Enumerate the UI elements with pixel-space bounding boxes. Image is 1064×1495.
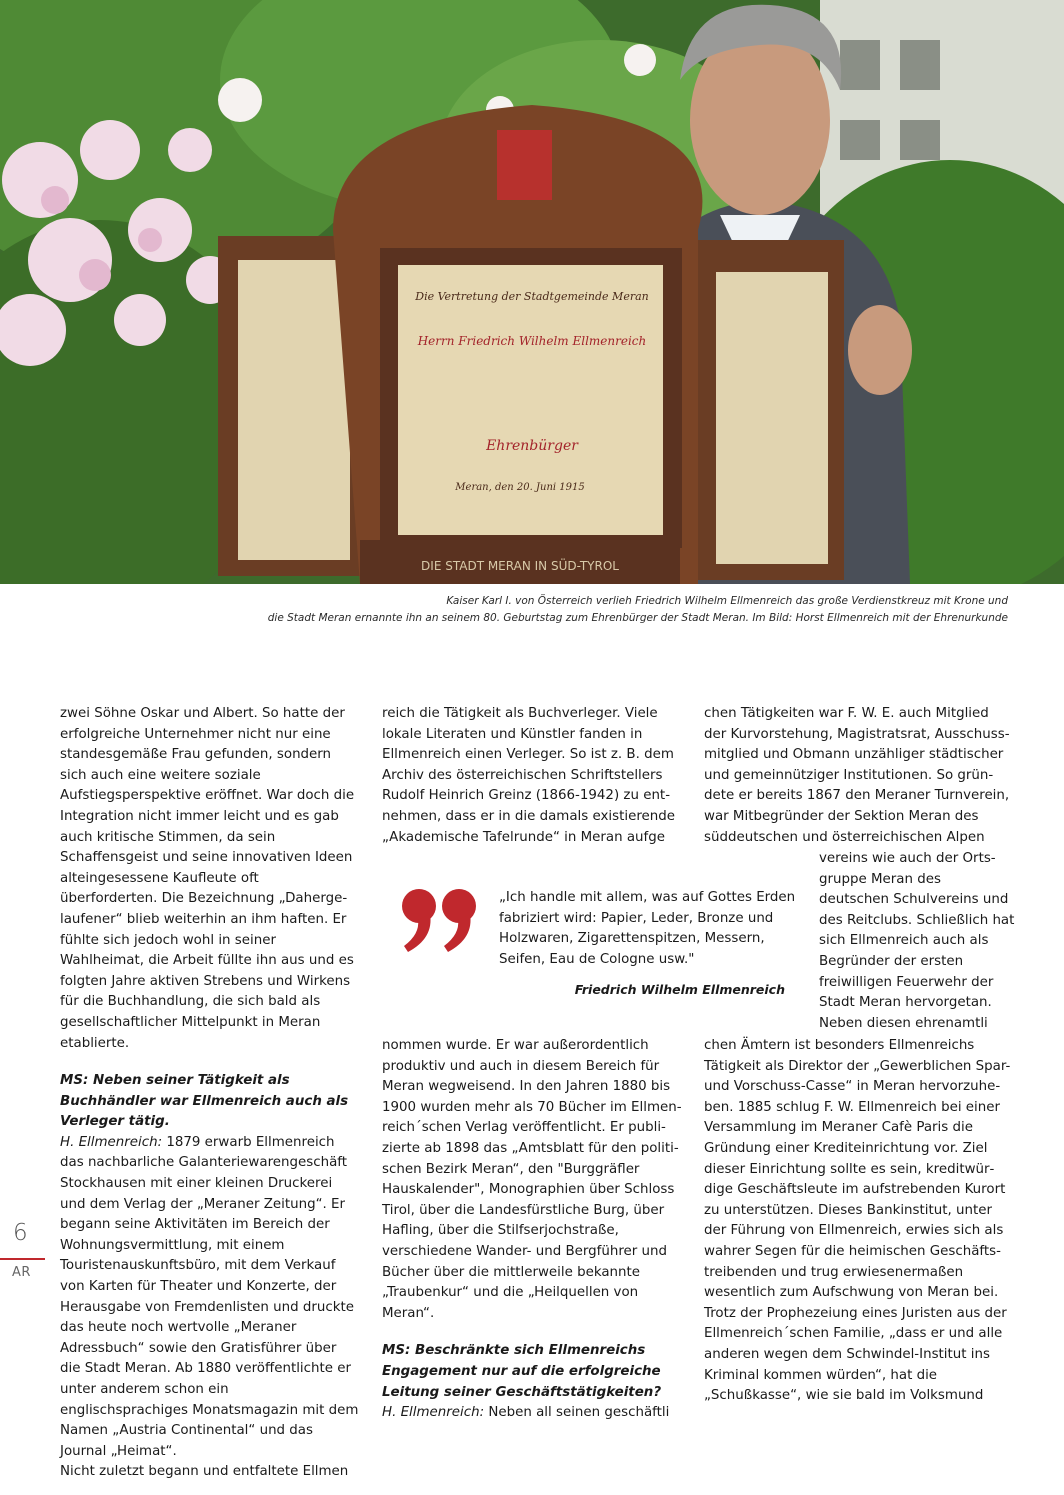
pull-quote-text: „Ich handle mit allem, was auf Gottes Erden fabriziert wird: Papier, Leder, Bronze und Holzwaren, Zigarettenspitzen, Messern, Seifen, Eau de Cologne usw.": [499, 890, 796, 967]
text-column-3-bottom: [704, 1036, 1014, 1407]
plaque-name: Herrn Friedrich Wilhelm Ellmenreich: [417, 334, 647, 348]
text-column-1: [60, 704, 360, 1483]
interview-question: MS: Neben seiner Tätigkeit als Buchhändler war Ellmenreich auch als Verleger tätig.: [60, 1073, 349, 1130]
paragraph: zwei Söhne Oskar und Albert. So hatte der erfolgreiche Unternehmer nicht nur eine standesgemäße Frau gefunden, sondern sich auch eine weitere soziale Aufstiegsperspektive eröffnet. War doch die Integration nicht immer leicht und es gab auch kritische Stimmen, da sein Schaffensgeist und seine innovativen Ideen alteingesessene Kaufleute oft überforderten. Die Bezeichnung „Dahergelaufener“ blieb weiterhin an ihm haften. Er fühlte sich jedoch wohl in seiner Wahlheimat, die Arbeit füllte ihn aus und es folgten Jahre aktiven Strebens und Wirkens für die Buchhandlung, die sich bald als gesellschaftlicher Mittelpunkt in Meran etablierte.: [60, 706, 355, 1051]
page-mark: AR: [12, 1265, 31, 1280]
interview-answer: [60, 1133, 360, 1463]
interview-question: MS: Beschränkte sich Ellmenreichs Engagement nur auf die erfolgreiche Leitung seiner Geschäftstätigkeiten?: [382, 1343, 662, 1400]
quote-mark-icon: [400, 886, 480, 956]
paragraph: reich die Tätigkeit als Buchverleger. Viele lokale Literaten und Künstler fanden in Ellmenreich einen Verleger. So ist z. B. dem Archiv des österreichischen Schriftstellers Rudolf Heinrich Greinz (1866-1942) zu entnehmen, dass er in die damals existierende „Akademische Tafelrunde“ in Meran aufge: [382, 706, 676, 845]
photo-illustration: [0, 0, 1064, 584]
text-column-3-top: [704, 704, 1014, 848]
plaque-date: Meran, den 20. Juni 1915: [455, 482, 585, 493]
answer-text: 1879 erwarb Ellmenreich das nachbarliche Galanteriewarengeschäft Stockhausen mit einer kleinen Druckerei und dem Verlag der „Meraner Zeitung“. Er begann seine Aktivitäten im Bereich der Wohnungsvermittlung, mit einem Touristenauskunftsbüro, mit dem Verkauf von Karten für Theater und Konzerte, der Herausgabe von Fremdenlisten und druckte das heute noch wertvolle „Meraner Adressbuch“ sowie den Gratisführer über die Stadt Meran. Ab 1880 veröffentlichte er unter anderem schon ein englischsprachiges Monatsmagazin mit dem Namen „Austria Continental“ und das Journal „Heimat“.: [60, 1134, 359, 1459]
page-number: 6: [13, 1220, 28, 1246]
caption-line: die Stadt Meran ernannte ihn an seinem 80. Geburtstag zum Ehrenbürger der Stadt Meran. Im Bild: Horst Ellmenreich mit der Ehrenurkunde: [267, 612, 1008, 624]
paragraph: Nicht zuletzt begann und entfaltete Ellmen: [60, 1464, 349, 1480]
speaker-label: H. Ellmenreich:: [382, 1405, 485, 1421]
plaque-stand-text: DIE STADT MERAN IN SÜD-TYROL: [421, 559, 619, 573]
paragraph: nommen wurde. Er war außerordentlich produktiv und auch in diesem Bereich für Meran wegweisend. In den Jahren 1880 bis 1900 wurden mehr als 70 Bücher im Ellmenreich´schen Verlag veröffentlicht. Er publizierte ab 1898 das „Amtsblatt für den politischen Bezirk Meran“, den "Burggräfler Hauskalender", Monographien über Schloss Tirol, über die Landesfürstliche Burg, über Hafling, über die Stilfserjochstraße, verschiedene Wander- und Bergführer und Bücher über die mittlerweile bekannte „Traubenkur“ und die „Heilquellen von Meran“.: [382, 1038, 682, 1321]
photo: [0, 0, 1064, 584]
paragraph: vereins wie auch der Ortsgruppe Meran des deutschen Schulvereins und des Reitclubs. Schließlich hat sich Ellmenreich auch als Begründer der ersten freiwilligen Feuerwehr der Stadt Meran hervorgetan. Neben diesen ehrenamtli: [819, 851, 1015, 1031]
photo-caption: [108, 593, 1008, 627]
pull-quote-author: Friedrich Wilhelm Ellmenreich: [574, 982, 785, 997]
plaque-heading: Die Vertretung der Stadtgemeinde Meran: [415, 290, 649, 303]
plaque-title: Ehrenbürger: [486, 438, 578, 454]
text-column-2-bottom: [382, 1036, 682, 1424]
paragraph: chen Ämtern ist besonders Ellmenreichs Tätigkeit als Direktor der „Gewerblichen Spar- und Vorschuss-Casse“ in Meran hervorzuheben. 1885 schlug F. W. Ellmenreich bei einer Versammlung im Meraner Cafè Paris die Gründung einer Krediteinrichtung vor. Ziel dieser Einrichtung sollte es sein, kreditwürdige Geschäftsleute im aufstrebenden Kurort zu unterstützen. Dieses Bankinstitut, unter der Führung von Ellmenreich, erwies sich als wahrer Segen für die heimischen Geschäftstreibenden und trug erwiesenermaßen wesentlich zum Aufschwung von Meran bei. Trotz der Prophezeiung eines Juristen aus der Ellmenreich´schen Familie, „dass er und alle anderen wegen dem Schwindel-Institut ins Kriminal kommen würden“, hat die „Schußkasse“, wie sie bald im Volksmund: [704, 1038, 1011, 1404]
speaker-label: H. Ellmenreich:: [60, 1134, 163, 1150]
page-number-divider: [0, 1258, 45, 1260]
answer-text: Neben all seinen geschäftli: [484, 1405, 670, 1421]
caption-line: Kaiser Karl I. von Österreich verlieh Friedrich Wilhelm Ellmenreich das große Verdienstkreuz mit Krone und: [446, 595, 1008, 607]
paragraph: chen Tätigkeiten war F. W. E. auch Mitglied der Kurvorstehung, Magistratsrat, Ausschussmitglied und Obmann unzähliger städtischer und gemeinnütziger Institutionen. So gründete er bereits 1867 den Meraner Turnverein, war Mitbegründer der Sektion Meran des süddeutschen und österreichischen Alpen: [704, 706, 1010, 845]
text-column-3-middle: [819, 849, 1015, 1034]
text-column-2-top: [382, 704, 682, 848]
interview-answer: [382, 1403, 682, 1424]
